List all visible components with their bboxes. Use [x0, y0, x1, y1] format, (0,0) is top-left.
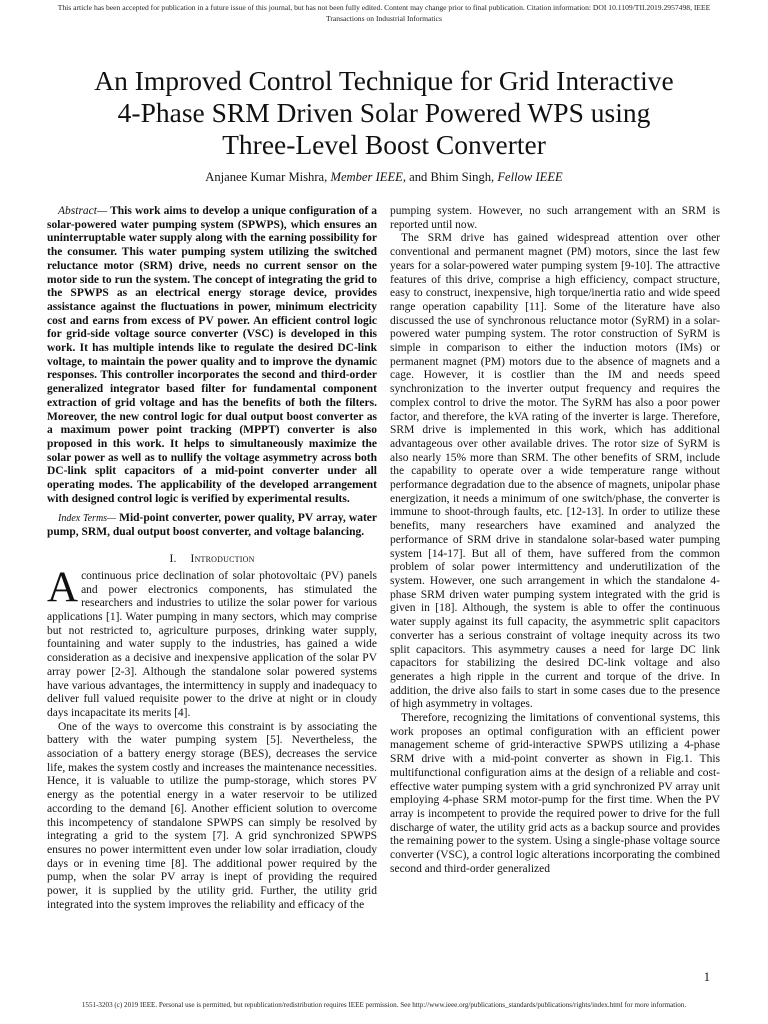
intro-paragraph-1-text: continuous price declination of solar photovoltaic (PV) panels and power electronics components, has stimulated the researchers and industries to utilize the solar power for various applications [1]. Water pumping in many sectors, which may comprise but not restricted to, agriculture purposes, drinking water supply, fountaining and water supply to the industries, has gained a wide consideration as a decisive and inexpensive application of the solar PV array power [2-3]. Although the standalone solar powered systems have various advantages, the intermittency in supply and inadequacy to deliver full valued requisite power to the drive at night or in cloudy days incapacitate its merits [4]. — [47, 569, 377, 719]
abstract-lead: Abstract— — [58, 205, 108, 217]
copyright-notice-footer: 1551-3203 (c) 2019 IEEE. Personal use is permitted, but republication/redistribution requires IEEE permission. See http://www.ieee.org/publications_standards/publications/rights/index.html for more information. — [81, 1001, 687, 1009]
left-column — [47, 205, 377, 912]
journal-notice-header — [20, 3, 748, 24]
author-list — [60, 169, 708, 185]
intro-paragraph-2: One of the ways to overcome this constraint is by associating the battery with the water pumping system [5]. Nevertheless, the association of a battery energy storage (BES), decreases the service life, makes the system costly and increases the maintenance necessities. Hence, it is valuable to utilize the pump-storage, which stores PV energy as the potential energy in a water reservoir to be utilized according to the demand [6]. Another efficient solution to overcome this incompetency of standalone SPWPS can simply be resolved by integrating a grid to the system [7]. A grid synchronized SPWPS ensures no power intermittent even under low solar irradiation, cloudy days or in evening time [8]. The additional power required by the pump, when the solar PV array is inept of providing the required power, it is supplied by the utility grid. Further, the utility grid integrated into the system improves the reliability and efficacy of the — [47, 720, 377, 911]
section-number: I. — [169, 552, 177, 565]
right-column — [390, 205, 720, 876]
author-2-name: Bhim Singh, — [430, 170, 495, 184]
abstract-text: This work aims to develop a unique configuration of a solar-powered water pumping system (SPWPS), which ensures an uninterruptable water supply along with the earning possibility for the consumer. This water pumping system utilizing the switched reluctance motor (SRM) drive, needs no current sensor on the motor side to run the system. The concept of integrating the grid to the SPWPS as an electrical energy storage device, provides assistance against the fluctuations in power, minimum electricity cost and earns from excess of PV power. An efficient control logic for grid-side voltage source converter (VSC) is developed in this work. It has multiple intends like to regulate the desired DC-link voltage, to maintain the power quality and to improve the dynamic responses. This controller incorporates the second and third-order generalized integrator based filter for fundamental component extraction of grid voltage and has the benefits of both the filters. Moreover, the new control logic for dual output boost converter as a maximum power point tracking (MPPT) converter is also proposed in this work. It helps to simultaneously maximize the solar power as well as to nullify the voltage asymmetry across both DC-link split capacitors of a mid-point converter under all operating modes. The applicability of the developed arrangement with designed control logic is verified by experimental results. — [47, 205, 377, 505]
paper-title-line3: Three-Level Boost Converter — [222, 129, 546, 160]
page-number: 1 — [703, 970, 710, 984]
index-terms-lead: Index Terms— — [58, 513, 116, 525]
section-title: Introduction — [190, 552, 255, 565]
intro-paragraph-1 — [47, 563, 377, 721]
drop-cap: A — [47, 563, 79, 611]
index-terms — [47, 512, 377, 539]
intro-paragraph-4: Therefore, recognizing the limitations of conventional systems, this work proposes an optimal configuration with an efficient power management scheme of grid-interactive SPWPS utilizing a 4-phase SRM drive with a mid-point converter as shown in Fig.1. This multifunctional configuration aims at the design of a reliable and cost-effective water pumping system with a grid synchronized PV array unit employing 4-phase SRM motor-pump for the first time. When the PV array is incompetent to provide the required power to drive for the full discharge of water, the utility grid acts as a backup source and provides the remaining power to the system. Using a single-phase voltage source converter (VSC), a control logic alterations incorporating the combined second and third-order generalized — [390, 712, 720, 875]
index-terms-text: Mid-point converter, power quality, PV array, water pump, SRM, dual output boost converter, and voltage balancing. — [47, 512, 378, 539]
paper-title-line1: An Improved Control Technique for Grid Interactive — [94, 65, 674, 96]
journal-notice-line1: This article has been accepted for publication in a future issue of this journal, but has not been fully edited. Content may change prior to final publication. Citation information: DOI 10.1109/TII.2019.2957498, IEEE — [57, 3, 711, 12]
intro-paragraph-3: The SRM drive has gained widespread attention over other conventional and permanent magnet (PM) motors, since the last few years for a solar-powered water pumping system [9-10]. The attractive features of this drive, comprise a high efficiency, compact structure, easy to construct, inexpensive, high torque/inertia ratio and wide speed range operation capability [11]. Some of the literature have also discussed the use of synchronous reluctance motor (SyRM) in a solar-powered water pumping system. The rotor construction of SyRM is simple in comparison to either the induction motors (IMs) or permanent magnet (PM) motors due to the absence of magnets and a cage. However, it is costlier than the IM and needs speed synchronization to the inverter output frequency and requires the complex control to drive the motor. The SyRM has also a poor power factor, and therefore, the kVA rating of the inverter is large. Therefore, SRM drive is implemented in this work, which has additional advantageous over other available drives. The rotor size of SyRM is also nearly 15% more than SRM. The other benefits of SRM, include the capability to operate over a wide temperature range without performance degradation due to the absence of magnets, unipolar phase energization, it needs a minimum of one switch/phase, the converter is immune to shoot-through faults, etc. [12-13]. In order to utilize these benefits, many researchers have examined and analyzed the performance of SRM drive in standalone solar-based water pumping system [14-17]. But all of them, have suffered from the common problem of solar power intermittency and underutilization of the system. However, one such arrangement in which the standalone 4-phase SRM driven water pumping system integrated with the grid is given in [18]. Although, the system is able to offer the continuous water supply against its full capacity, the asymmetric split capacitors converter has a serious constraint of voltage inequity across its two split capacitors. This asymmetry causes a need for large DC link capacitors for stabilizing the desired DC-link voltage and also generates a high ripple in the current and torque of the drive. In addition, the drive also fails to start in some cases due to the presence of high asymmetry in voltages. — [390, 232, 720, 711]
journal-notice-line2: Transactions on Industrial Informatics — [326, 13, 442, 23]
author-1-name: Anjanee Kumar Mishra, — [205, 170, 328, 184]
intro-paragraph-2-continued: pumping system. However, no such arrangement with an SRM is reported until now. — [390, 205, 720, 231]
author-1-role: Member IEEE, — [330, 170, 406, 184]
author-conjunction: and — [409, 170, 428, 184]
paper-title-line2: 4-Phase SRM Driven Solar Powered WPS using — [117, 97, 651, 128]
author-2-role: Fellow IEEE — [497, 170, 563, 184]
section-heading-introduction — [47, 552, 377, 566]
paper-title — [60, 65, 708, 161]
abstract — [47, 205, 377, 506]
